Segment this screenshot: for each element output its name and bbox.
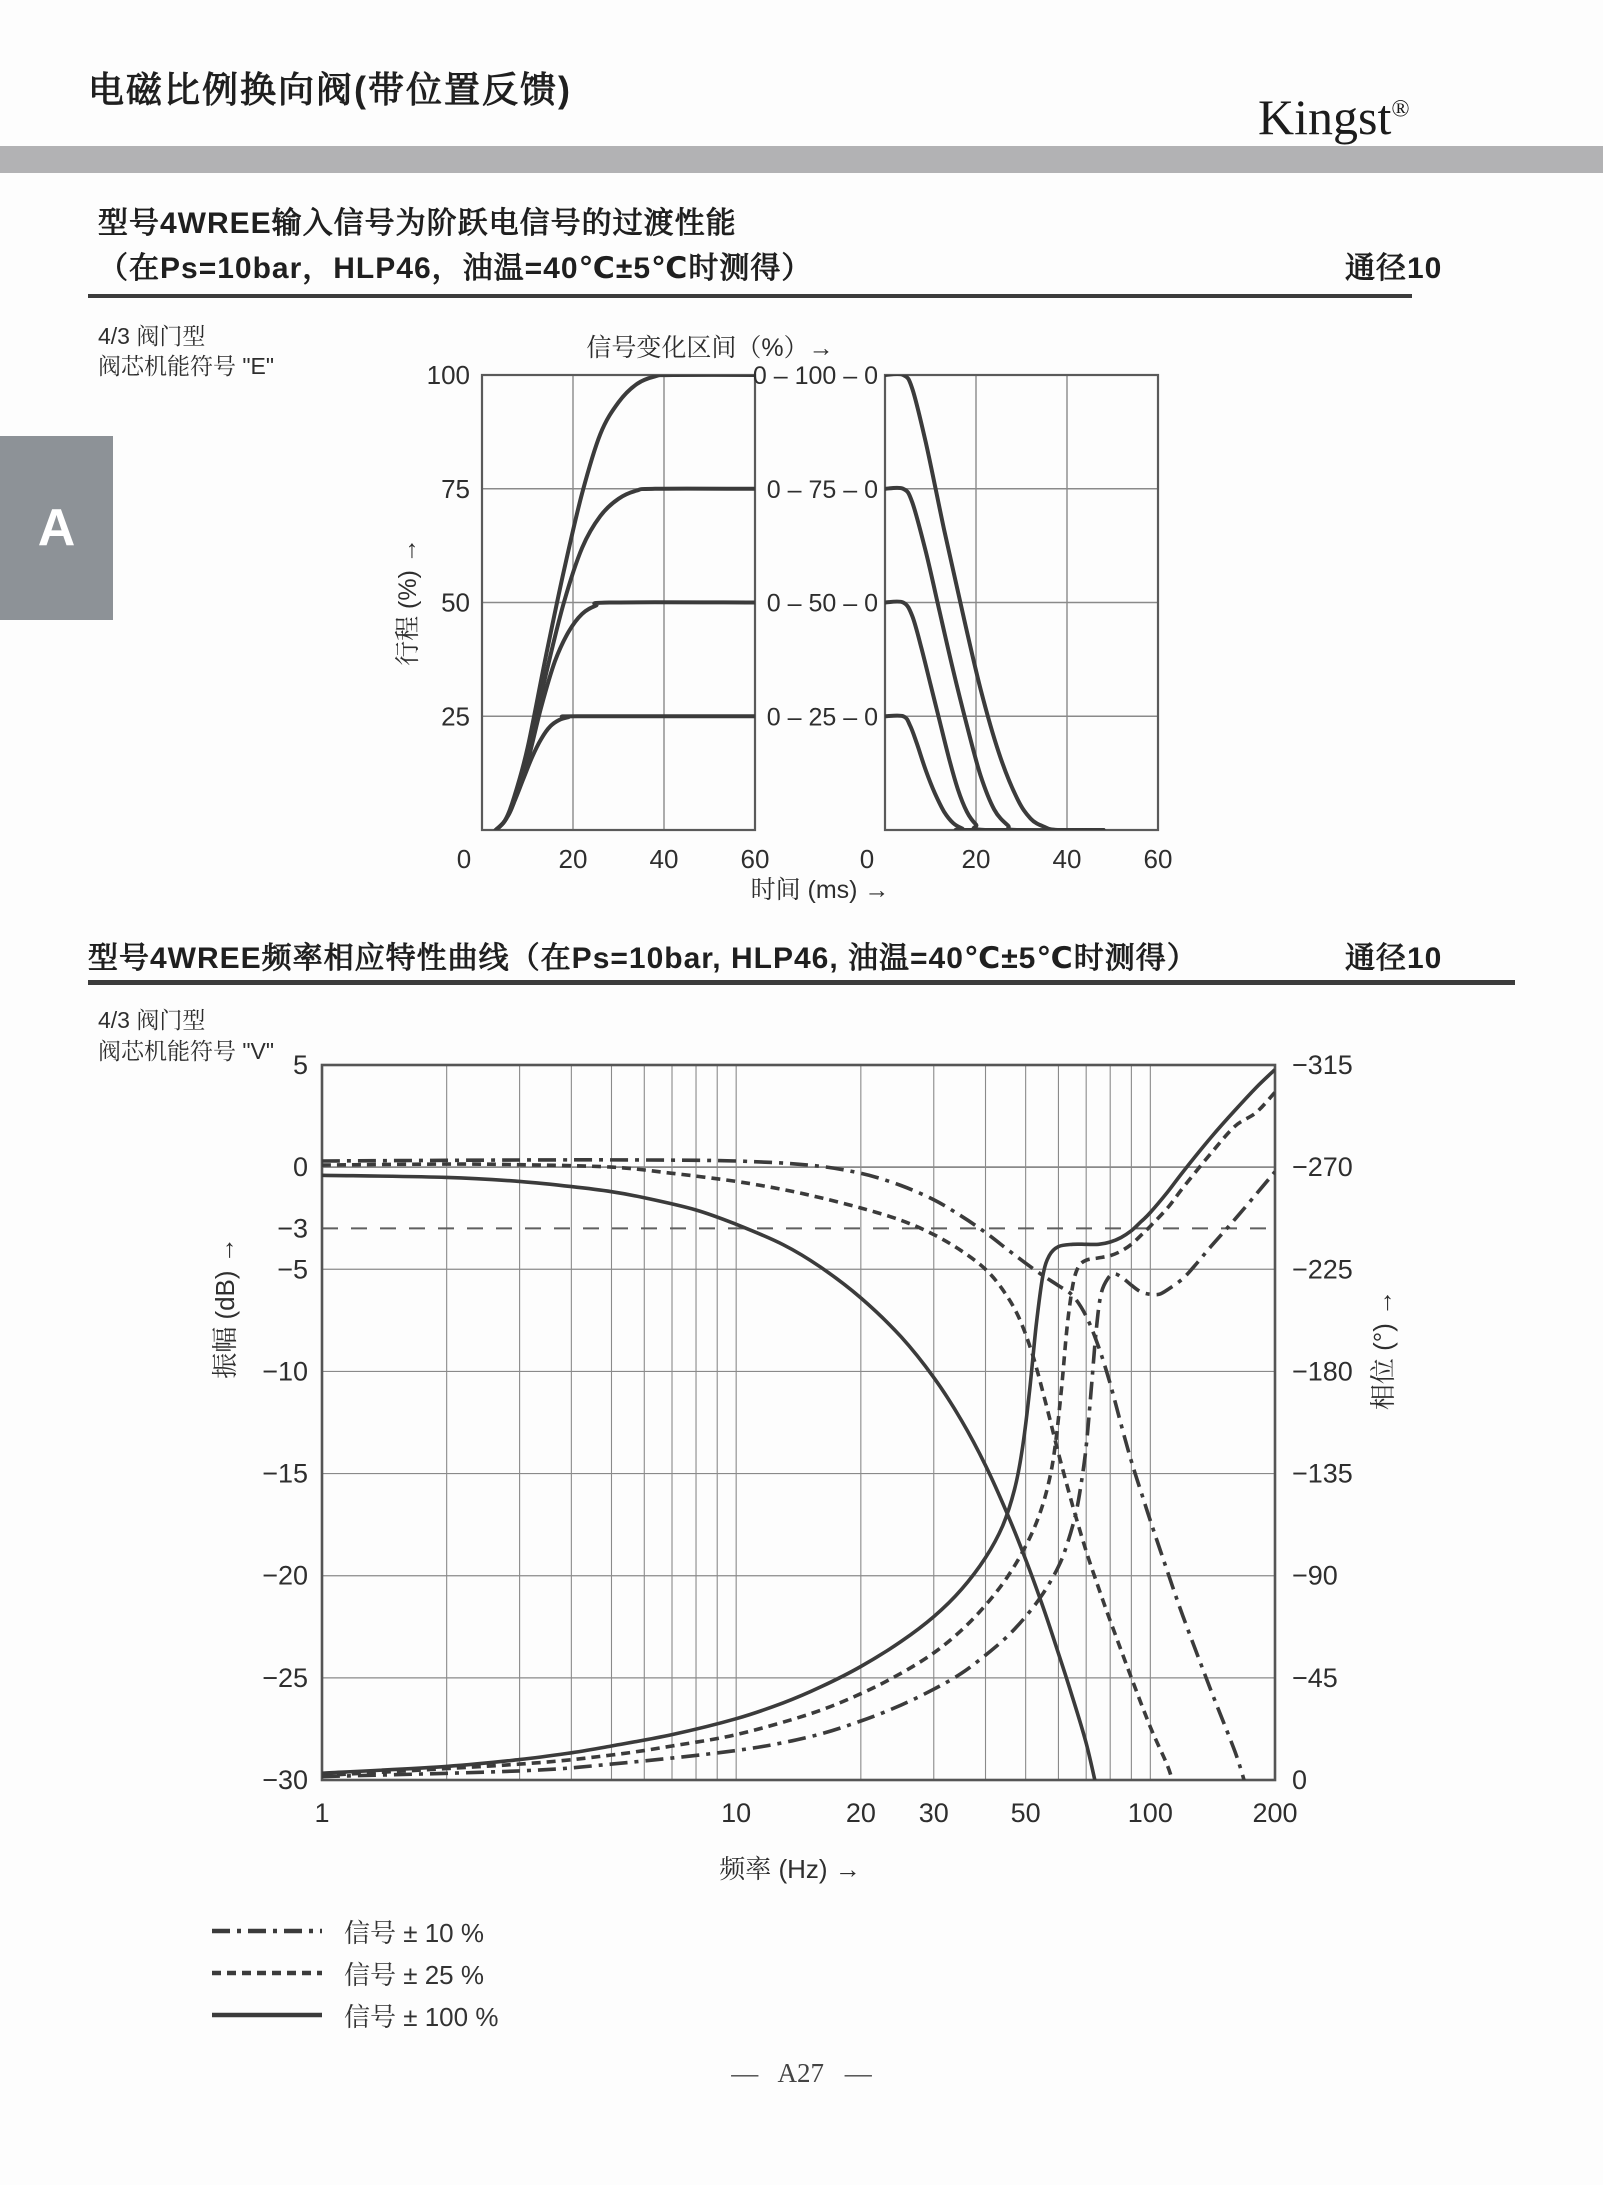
svg-text:相位 (°) →: 相位 (°) → [1368, 1289, 1398, 1411]
page-title: 电磁比例换向阀(带位置反馈) [88, 69, 572, 110]
svg-text:行程 (%) →: 行程 (%) → [394, 538, 422, 666]
svg-text:−225: −225 [1292, 1254, 1353, 1285]
legend-item [212, 1958, 498, 1988]
svg-text:信号变化区间（%）→: 信号变化区间（%）→ [586, 334, 834, 362]
svg-text:0: 0 [292, 1152, 308, 1183]
svg-text:40: 40 [649, 844, 679, 874]
svg-text:0: 0 [1292, 1765, 1308, 1795]
section2-underline [88, 980, 1515, 985]
section1-spool-code: 阀芯机能符号 "E" [98, 353, 275, 379]
legend-item [212, 2000, 498, 2030]
legend-label: 信号 ± 100 % [344, 2001, 499, 2032]
svg-text:20: 20 [961, 844, 991, 874]
step-response-chart [370, 330, 1210, 910]
svg-text:−180: −180 [1292, 1356, 1353, 1387]
brand-name: Kingst [1258, 89, 1392, 145]
svg-text:60: 60 [740, 844, 770, 874]
section2-size-note: 通径10 [1345, 942, 1443, 975]
svg-text:0 – 25 – 0: 0 – 25 – 0 [766, 703, 878, 732]
svg-text:0 – 50 – 0: 0 – 50 – 0 [766, 589, 878, 618]
svg-text:20: 20 [558, 844, 588, 874]
svg-text:0 – 75 – 0: 0 – 75 – 0 [766, 475, 878, 504]
svg-text:100: 100 [1127, 1798, 1173, 1828]
svg-text:−5: −5 [277, 1254, 308, 1285]
svg-text:−20: −20 [262, 1560, 308, 1591]
page-number: — A27 — [731, 2058, 872, 2088]
svg-text:50: 50 [1010, 1798, 1041, 1828]
section2-spool-code: 阀芯机能符号 "V" [98, 1038, 275, 1064]
svg-text:0: 0 [859, 844, 875, 874]
svg-text:1: 1 [314, 1798, 330, 1828]
svg-text:−25: −25 [262, 1662, 308, 1693]
section2-valve-type: 4/3 阀门型 [98, 1007, 206, 1033]
svg-text:−10: −10 [262, 1356, 308, 1387]
svg-text:100: 100 [426, 360, 470, 390]
svg-text:25: 25 [441, 701, 470, 732]
legend-line-sample-dashdot [212, 1926, 322, 1936]
section-tab-a [0, 436, 113, 620]
svg-text:30: 30 [918, 1798, 949, 1828]
svg-text:−30: −30 [262, 1765, 308, 1795]
svg-text:−135: −135 [1292, 1458, 1353, 1489]
header-divider-bar [0, 146, 1603, 173]
svg-text:频率 (Hz) →: 频率 (Hz) → [719, 1854, 861, 1884]
svg-text:5: 5 [292, 1050, 308, 1080]
svg-text:−315: −315 [1292, 1050, 1353, 1080]
svg-text:−45: −45 [1292, 1662, 1338, 1693]
chart-legend [212, 1916, 498, 2030]
section1-underline [88, 294, 1412, 298]
section1-valve-type: 4/3 阀门型 [98, 323, 206, 349]
legend-line-sample-solid [212, 2010, 322, 2020]
brand-logo [1258, 88, 1410, 146]
svg-text:时间 (ms) →: 时间 (ms) → [750, 876, 890, 904]
section2-title: 型号4WREE频率相应特性曲线（在Ps=10bar, HLP46, 油温=40℃±5℃时测得） [88, 942, 1198, 975]
svg-text:−270: −270 [1292, 1152, 1353, 1183]
legend-item [212, 1916, 498, 1946]
legend-label: 信号 ± 25 % [344, 1959, 484, 1990]
svg-text:20: 20 [845, 1798, 876, 1828]
svg-text:40: 40 [1052, 844, 1082, 874]
svg-text:−90: −90 [1292, 1560, 1338, 1591]
section-tab-letter: A [37, 499, 76, 557]
svg-text:−15: −15 [262, 1458, 308, 1489]
section1-title-line1: 型号4WREE输入信号为阶跃电信号的过渡性能 [98, 207, 737, 240]
section1-title-line2: （在Ps=10bar，HLP46，油温=40℃±5℃时测得） [98, 252, 813, 285]
svg-text:200: 200 [1252, 1798, 1298, 1828]
section1-size-note: 通径10 [1345, 252, 1443, 285]
svg-text:0 – 100 – 0: 0 – 100 – 0 [752, 362, 878, 390]
svg-text:50: 50 [441, 587, 470, 618]
svg-text:0: 0 [456, 844, 472, 874]
registered-trademark-icon: ® [1391, 96, 1410, 123]
legend-label: 信号 ± 10 % [344, 1917, 484, 1948]
svg-text:10: 10 [721, 1798, 752, 1828]
frequency-response-chart [170, 1020, 1500, 1920]
svg-text:75: 75 [441, 473, 470, 504]
svg-text:60: 60 [1143, 844, 1173, 874]
legend-line-sample-dashed [212, 1968, 322, 1978]
svg-text:振幅 (dB) →: 振幅 (dB) → [210, 1237, 240, 1379]
svg-text:−3: −3 [277, 1213, 308, 1244]
